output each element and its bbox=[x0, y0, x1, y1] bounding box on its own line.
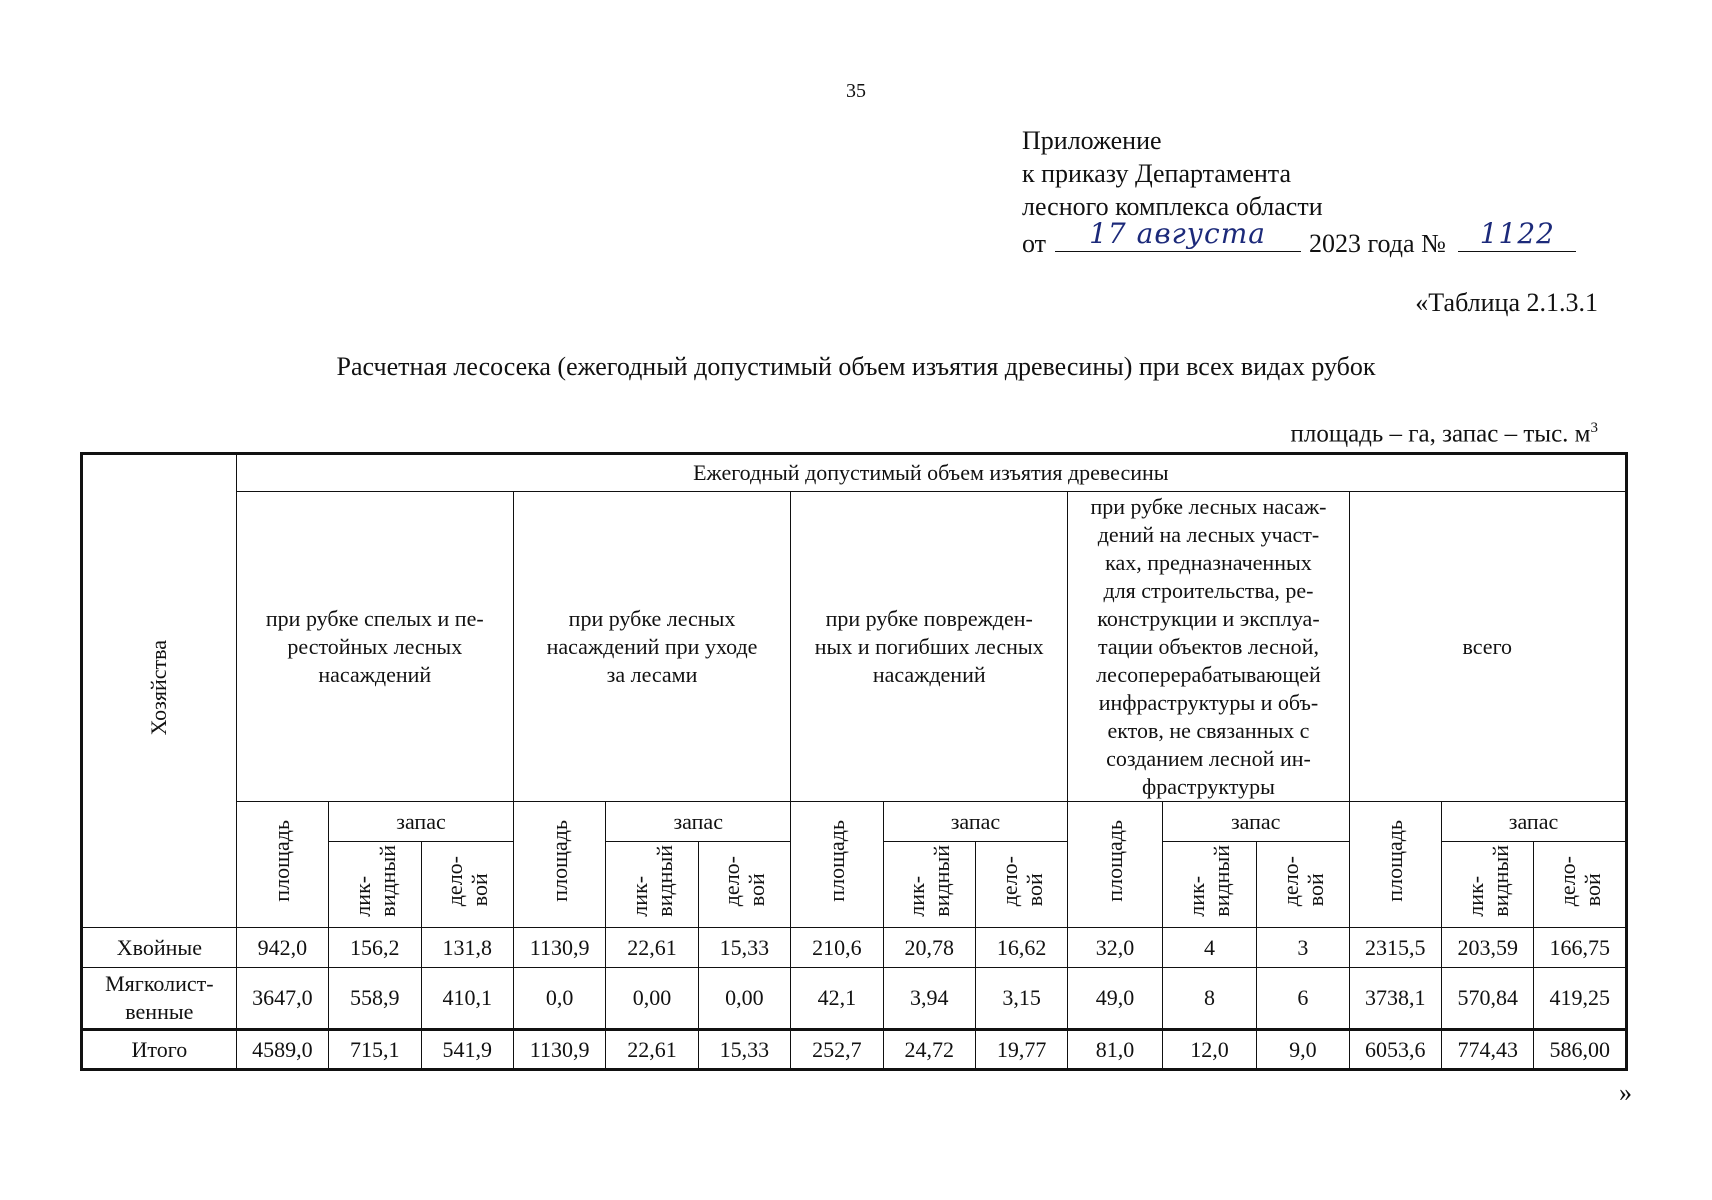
table-cell: 8 bbox=[1162, 968, 1256, 1030]
main-header: Ежегодный допустимый объем изъятия древесины bbox=[236, 454, 1626, 492]
area-header-label: площадь bbox=[1382, 820, 1408, 902]
table-cell: 20,78 bbox=[883, 928, 975, 968]
table-cell: 4 bbox=[1162, 928, 1256, 968]
appendix-block bbox=[1022, 124, 1576, 260]
group-damaged-label: при рубке поврежден- ных и погибших лесных насаждений bbox=[814, 605, 1044, 687]
liquid-header-label: лик- видный bbox=[904, 845, 955, 917]
row-name: Мягколист- венные bbox=[82, 968, 237, 1030]
liquid-header bbox=[1442, 842, 1534, 928]
units-note bbox=[1290, 420, 1598, 448]
group-construction-label: при рубке лесных насаж- дений на лесных участ- ках, предназначенных для строительства, ре- конструкции и эксплуа- тации объектов лесной, лесоперерабатывающей инфраструктуры и объ- ектов, не связанных с созданием лесной ин- фраструктуры bbox=[1090, 493, 1327, 799]
table-cell: 419,25 bbox=[1534, 968, 1627, 1030]
group-mature bbox=[236, 492, 513, 802]
group-construction bbox=[1068, 492, 1349, 802]
business-header-label: дело- вой bbox=[719, 855, 770, 907]
table-cell: 3,15 bbox=[975, 968, 1067, 1030]
table-cell: 166,75 bbox=[1534, 928, 1627, 968]
table-reference: «Таблица 2.1.3.1 bbox=[1415, 288, 1598, 317]
table-cell: 6053,6 bbox=[1349, 1030, 1441, 1070]
number-blank bbox=[1458, 217, 1576, 252]
table-cell: 1130,9 bbox=[513, 1030, 605, 1070]
area-header bbox=[1349, 802, 1441, 928]
table-cell: 3738,1 bbox=[1349, 968, 1441, 1030]
table-cell: 0,0 bbox=[513, 968, 605, 1030]
stock-header: запас bbox=[606, 802, 791, 842]
table-row bbox=[82, 968, 1627, 1030]
business-header bbox=[698, 842, 790, 928]
table-cell: 156,2 bbox=[329, 928, 421, 968]
liquid-header-label: лик- видный bbox=[627, 845, 678, 917]
table-cell: 715,1 bbox=[329, 1030, 421, 1070]
table-cell: 210,6 bbox=[791, 928, 883, 968]
table-cell: 942,0 bbox=[236, 928, 328, 968]
table-cell: 19,77 bbox=[975, 1030, 1067, 1070]
row-name: Итого bbox=[82, 1030, 237, 1070]
area-header-label: площадь bbox=[269, 820, 295, 902]
closing-quote: » bbox=[1619, 1078, 1632, 1107]
table-cell: 131,8 bbox=[421, 928, 513, 968]
from-prefix: от bbox=[1022, 229, 1047, 258]
area-header-label: площадь bbox=[1102, 820, 1128, 902]
group-damaged bbox=[791, 492, 1068, 802]
table-cell: 22,61 bbox=[606, 928, 698, 968]
table-cell: 203,59 bbox=[1442, 928, 1534, 968]
appendix-line-3: лесного комплекса области bbox=[1022, 192, 1323, 221]
table-cell: 42,1 bbox=[791, 968, 883, 1030]
table-cell: 24,72 bbox=[883, 1030, 975, 1070]
total-row bbox=[82, 1030, 1627, 1070]
business-header-label: дело- вой bbox=[442, 855, 493, 907]
table-cell: 0,00 bbox=[606, 968, 698, 1030]
row-name: Хвойные bbox=[82, 928, 237, 968]
year-text: 2023 года № bbox=[1309, 229, 1446, 258]
appendix-line-2: к приказу Департамента bbox=[1022, 159, 1292, 188]
table-cell: 22,61 bbox=[606, 1030, 698, 1070]
table-cell: 558,9 bbox=[329, 968, 421, 1030]
business-header bbox=[1534, 842, 1627, 928]
units-text: площадь – га, запас – тыс. м bbox=[1290, 420, 1591, 448]
table-cell: 252,7 bbox=[791, 1030, 883, 1070]
table-cell: 9,0 bbox=[1257, 1030, 1349, 1070]
stock-header: запас bbox=[1442, 802, 1627, 842]
appendix-date-line bbox=[1022, 217, 1576, 260]
business-header-label: дело- вой bbox=[996, 855, 1047, 907]
liquid-header-label: лик- видный bbox=[1184, 845, 1235, 917]
business-header bbox=[975, 842, 1067, 928]
handwritten-number: 1122 bbox=[1479, 217, 1555, 250]
table-cell: 4589,0 bbox=[236, 1030, 328, 1070]
group-care bbox=[513, 492, 790, 802]
group-care-label: при рубке лесных насаждений при уходе за лесами bbox=[546, 605, 758, 687]
liquid-header bbox=[883, 842, 975, 928]
business-header bbox=[1257, 842, 1349, 928]
stock-header: запас bbox=[329, 802, 514, 842]
table-cell: 3647,0 bbox=[236, 968, 328, 1030]
stock-header: запас bbox=[1162, 802, 1349, 842]
table-cell: 2315,5 bbox=[1349, 928, 1441, 968]
area-header bbox=[791, 802, 883, 928]
handwritten-date: 17 августа bbox=[1089, 217, 1266, 250]
table-cell: 774,43 bbox=[1442, 1030, 1534, 1070]
group-total bbox=[1349, 492, 1626, 802]
business-header-label: дело- вой bbox=[1277, 855, 1328, 907]
farms-header-label: Хозяйства bbox=[146, 639, 172, 736]
group-total-label: всего bbox=[1462, 633, 1513, 659]
table-cell: 32,0 bbox=[1068, 928, 1162, 968]
area-header-label: площадь bbox=[546, 820, 572, 902]
business-header bbox=[421, 842, 513, 928]
table-cell: 15,33 bbox=[698, 1030, 790, 1070]
document-title: Расчетная лесосека (ежегодный допустимый объем изъятия древесины) при всех видах рубок bbox=[336, 352, 1376, 381]
table-cell: 586,00 bbox=[1534, 1030, 1627, 1070]
liquid-header bbox=[1162, 842, 1256, 928]
business-header-label: дело- вой bbox=[1554, 855, 1605, 907]
area-header-label: площадь bbox=[823, 820, 849, 902]
table-cell: 410,1 bbox=[421, 968, 513, 1030]
table-cell: 12,0 bbox=[1162, 1030, 1256, 1070]
table-cell: 1130,9 bbox=[513, 928, 605, 968]
table-cell: 81,0 bbox=[1068, 1030, 1162, 1070]
table-cell: 16,62 bbox=[975, 928, 1067, 968]
liquid-header-label: лик- видный bbox=[349, 845, 400, 917]
liquid-header bbox=[606, 842, 698, 928]
table-cell: 49,0 bbox=[1068, 968, 1162, 1030]
table-row bbox=[82, 928, 1627, 968]
liquid-header-label: лик- видный bbox=[1462, 845, 1513, 917]
table-cell: 541,9 bbox=[421, 1030, 513, 1070]
table-cell: 6 bbox=[1257, 968, 1349, 1030]
appendix-line-1: Приложение bbox=[1022, 126, 1162, 155]
stock-header: запас bbox=[883, 802, 1068, 842]
logging-table bbox=[80, 452, 1628, 1071]
table-cell: 570,84 bbox=[1442, 968, 1534, 1030]
area-header bbox=[1068, 802, 1162, 928]
area-header bbox=[236, 802, 328, 928]
farms-header bbox=[82, 454, 237, 928]
table-cell: 0,00 bbox=[698, 968, 790, 1030]
table-cell: 15,33 bbox=[698, 928, 790, 968]
table-cell: 3 bbox=[1257, 928, 1349, 968]
units-superscript: 3 bbox=[1590, 420, 1598, 436]
table-cell: 3,94 bbox=[883, 968, 975, 1030]
page-number: 35 bbox=[846, 80, 866, 102]
group-mature-label: при рубке спелых и пе- рестойных лесных насаждений bbox=[265, 605, 484, 687]
area-header bbox=[513, 802, 605, 928]
liquid-header bbox=[329, 842, 421, 928]
date-blank bbox=[1055, 217, 1301, 252]
